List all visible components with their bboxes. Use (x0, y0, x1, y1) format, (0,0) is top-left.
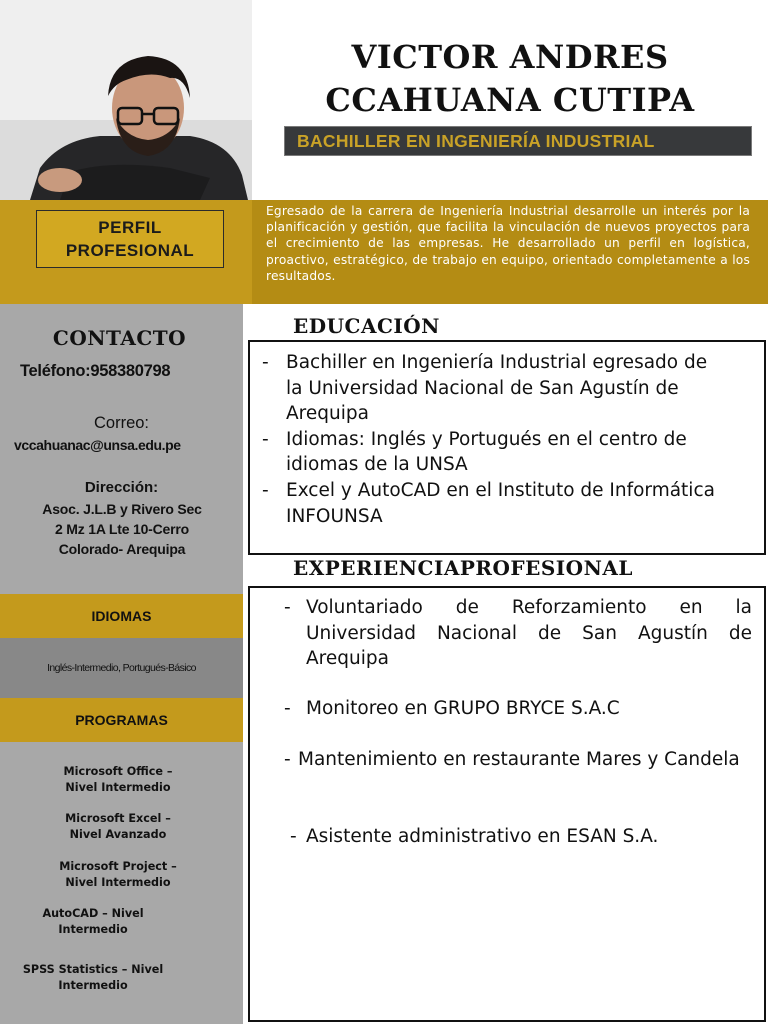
program-item (0, 906, 188, 937)
programs-header: PROGRAMAS (0, 698, 243, 742)
address-label: Dirección: (84, 479, 159, 496)
email-label: Correo: (93, 414, 150, 432)
name-line-1: VICTOR ANDRES (351, 38, 669, 76)
experience-text: Monitoreo en GRUPO BRYCE S.A.C (306, 698, 620, 719)
address-value (8, 499, 236, 559)
profile-photo (0, 0, 252, 200)
program-item (8, 764, 228, 795)
degree-banner: BACHILLER EN INGENIERÍA INDUSTRIAL (284, 126, 752, 156)
experience-item (284, 696, 752, 722)
program-item (0, 962, 186, 993)
program-level: Nivel Intermedio (65, 780, 171, 794)
bullet-dash: - (284, 597, 291, 618)
program-level: Intermedio (58, 922, 128, 936)
contact-title (0, 326, 243, 350)
program-level: Nivel Intermedio (65, 875, 171, 889)
languages-value: Inglés-Intermedio, Portugués-Básico (0, 638, 243, 698)
experience-item (290, 824, 752, 850)
experience-item (284, 595, 752, 672)
program-level: Intermedio (58, 978, 128, 992)
profile-summary: Egresado de la carrera de Ingeniería Industrial desarrolle un interés por la planificación y gestión, que facilita la vinculación de nuevos proyectos para el crecimiento de las empresas. He desarrollado un perfil en logística, proactivo, estratégico, de trabajo en equipo, orientado completamente a los resultados. (266, 204, 750, 283)
bullet-dash: - (290, 826, 297, 847)
experience-item (284, 747, 752, 773)
experience-text: Mantenimiento en restaurante Mares y Candela (298, 749, 740, 770)
program-name: Microsoft Project – (59, 860, 177, 873)
program-level: Nivel Avanzado (69, 827, 167, 841)
program-name: SPSS Statistics – Nivel (22, 963, 164, 976)
program-name: AutoCAD – Nivel (42, 907, 144, 920)
experience-title: EXPERIENCIAPROFESIONAL (293, 556, 633, 580)
languages-header: IDIOMAS (0, 594, 243, 638)
address-line-3: Colorado- Arequipa (58, 541, 186, 557)
profile-label-box (36, 210, 224, 268)
address-line-1: Asoc. J.L.B y Rivero Sec (42, 501, 202, 517)
education-box (248, 340, 766, 555)
education-list (250, 350, 720, 529)
phone-number: Teléfono:958380798 (20, 362, 171, 380)
education-item: - Excel y AutoCAD en el Instituto de Informática INFOUNSA (250, 478, 720, 529)
contact-title-text: CONTACTO (52, 326, 187, 350)
experience-text: Asistente administrativo en ESAN S.A. (306, 826, 659, 847)
program-name: Microsoft Office – (63, 765, 173, 778)
bullet-dash: - (284, 749, 291, 770)
education-title: EDUCACIÓN (293, 314, 440, 338)
profile-label-line-1: PERFIL (98, 218, 162, 237)
program-name: Microsoft Excel – (65, 812, 171, 825)
candidate-name (270, 36, 750, 122)
profile-label-line-2: PROFESIONAL (65, 241, 195, 260)
bullet-dash: - (284, 698, 291, 719)
email-address[interactable]: vccahuanac@unsa.edu.pe (14, 437, 181, 453)
experience-text: Voluntariado de Reforzamiento en la Universidad Nacional de San Agustín de Arequipa (306, 597, 752, 670)
program-item (8, 859, 228, 890)
address-line-2: 2 Mz 1A Lte 10-Cerro (55, 521, 189, 537)
name-line-2: CCAHUANA CUTIPA (325, 81, 695, 119)
program-item (8, 811, 228, 842)
education-item: - Idiomas: Inglés y Portugués en el centro de idiomas de la UNSA (250, 427, 720, 478)
education-item: - Bachiller en Ingeniería Industrial egresado de la Universidad Nacional de San Agustín de Arequipa (250, 350, 720, 427)
